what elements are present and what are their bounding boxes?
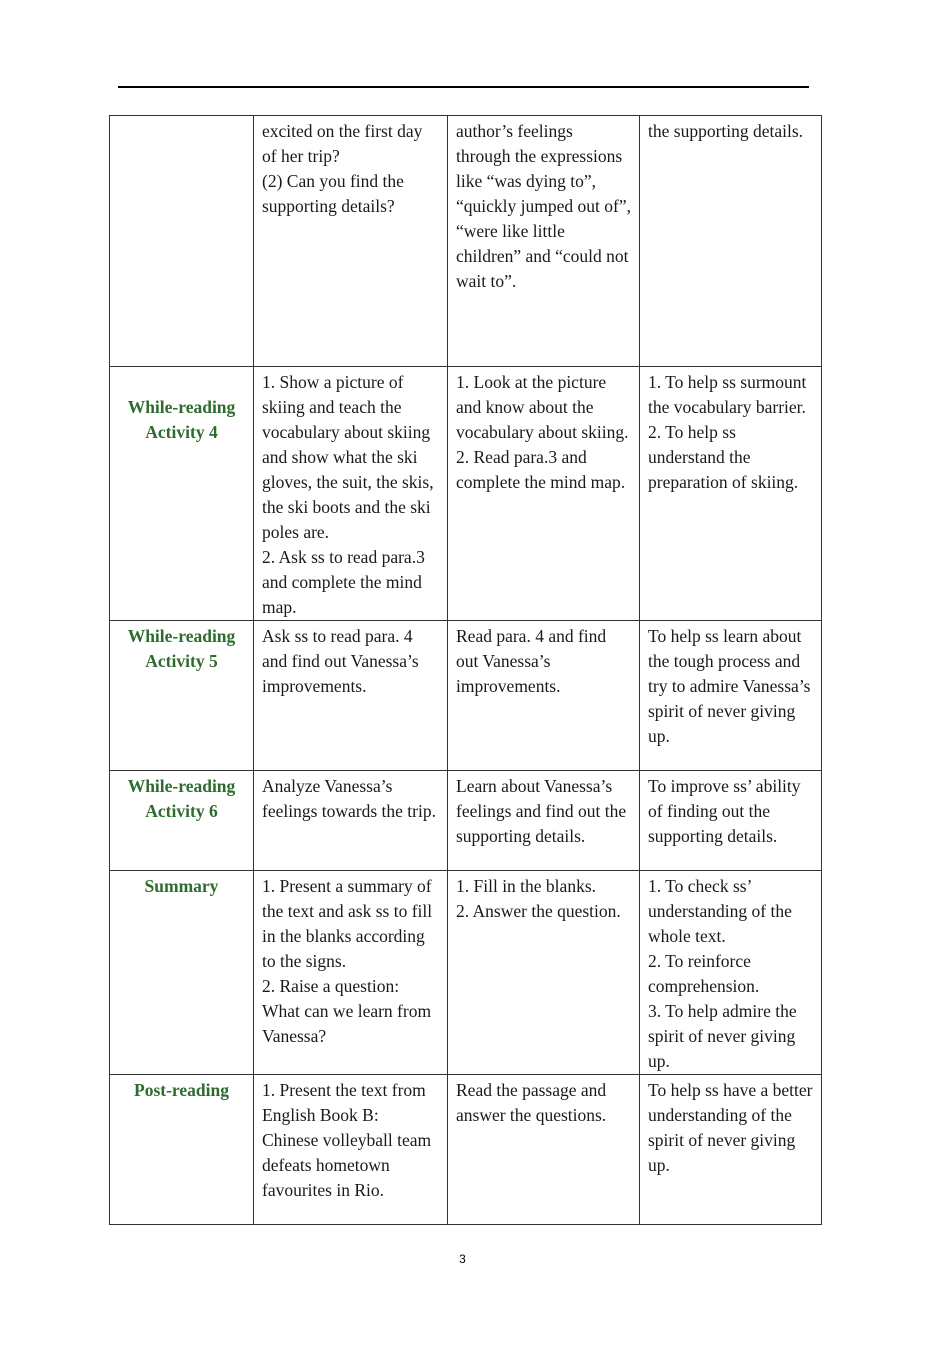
purpose-cell: 1. To help ss surmount the vocabulary barrier. 2. To help ss understand the preparation of skiing. xyxy=(640,367,822,621)
table-row xyxy=(110,116,822,367)
teacher-activity-cell: Analyze Vanessa’s feelings towards the trip. xyxy=(254,771,448,871)
lesson-plan-table xyxy=(109,115,822,1225)
stage-cell: While-reading Activity 6 xyxy=(110,771,254,871)
student-activity-cell: Read para. 4 and find out Vanessa’s improvements. xyxy=(448,621,640,771)
page-number: 3 xyxy=(459,1252,466,1266)
teacher-activity-cell: 1. Present a summary of the text and ask ss to fill in the blanks according to the signs. 2. Raise a question: What can we learn from Vanessa? xyxy=(254,871,448,1075)
table-row xyxy=(110,1075,822,1225)
purpose-cell: To help ss have a better understanding of the spirit of never giving up. xyxy=(640,1075,822,1225)
header-rule xyxy=(118,86,809,88)
purpose-cell: the supporting details. xyxy=(640,116,822,367)
stage-cell: Post-reading xyxy=(110,1075,254,1225)
stage-cell: While-reading Activity 4 xyxy=(110,367,254,621)
student-activity-cell: author’s feelings through the expressions like “was dying to”, “quickly jumped out of”, “were like little children” and “could not wait to”. xyxy=(448,116,640,367)
table-row xyxy=(110,871,822,1075)
teacher-activity-cell: excited on the first day of her trip? (2) Can you find the supporting details? xyxy=(254,116,448,367)
stage-cell: Summary xyxy=(110,871,254,1075)
table-row xyxy=(110,771,822,871)
purpose-cell: To help ss learn about the tough process and try to admire Vanessa’s spirit of never giving up. xyxy=(640,621,822,771)
purpose-cell: 1. To check ss’ understanding of the whole text. 2. To reinforce comprehension. 3. To help admire the spirit of never giving up. xyxy=(640,871,822,1075)
stage-cell: While-reading Activity 5 xyxy=(110,621,254,771)
teacher-activity-cell: Ask ss to read para. 4 and find out Vanessa’s improvements. xyxy=(254,621,448,771)
student-activity-cell: 1. Look at the picture and know about the vocabulary about skiing. 2. Read para.3 and complete the mind map. xyxy=(448,367,640,621)
student-activity-cell: 1. Fill in the blanks. 2. Answer the question. xyxy=(448,871,640,1075)
stage-cell xyxy=(110,116,254,367)
teacher-activity-cell: 1. Show a picture of skiing and teach the vocabulary about skiing and show what the ski gloves, the suit, the skis, the ski boots and the ski poles are. 2. Ask ss to read para.3 and complete the mind map. xyxy=(254,367,448,621)
table-row xyxy=(110,367,822,621)
student-activity-cell: Learn about Vanessa’s feelings and find out the supporting details. xyxy=(448,771,640,871)
table-row xyxy=(110,621,822,771)
purpose-cell: To improve ss’ ability of finding out the supporting details. xyxy=(640,771,822,871)
teacher-activity-cell: 1. Present the text from English Book B: Chinese volleyball team defeats hometown favourites in Rio. xyxy=(254,1075,448,1225)
student-activity-cell: Read the passage and answer the questions. xyxy=(448,1075,640,1225)
